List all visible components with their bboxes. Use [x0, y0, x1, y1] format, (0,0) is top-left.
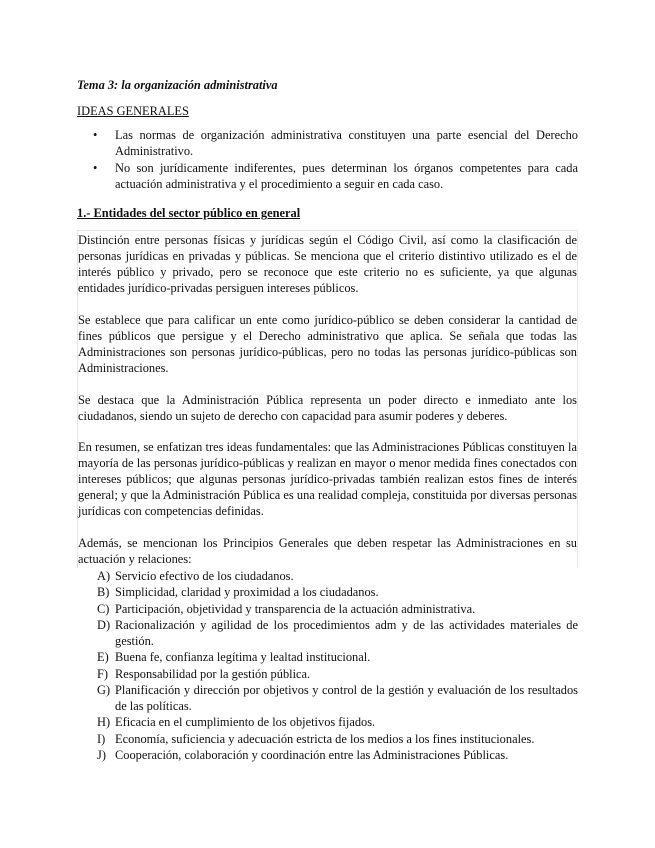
list-marker: B)	[97, 585, 110, 600]
bullet-text: Las normas de organización administrativa constituyen una parte esencial del Derecho Administrativo.	[115, 127, 578, 158]
list-item-text: Buena fe, confianza legítima y lealtad institucional.	[115, 650, 371, 665]
list-marker: G)	[97, 683, 111, 698]
list-item	[77, 650, 578, 666]
list-marker: C)	[97, 601, 110, 616]
list-marker: J)	[97, 748, 106, 763]
list-marker: H)	[97, 715, 111, 730]
list-item-text: Simplicidad, claridad y proximidad a los ciudadanos.	[115, 585, 379, 600]
list-item	[77, 618, 578, 650]
general-ideas-heading: IDEAS GENERALES	[77, 103, 189, 118]
document-title: Tema 3: la organización administrativa	[77, 78, 278, 92]
list-item-text: Planificación y dirección por objetivos y control de la gestión y evaluación de los resultados de las políticas.	[115, 683, 578, 713]
paragraph: Se establece que para calificar un ente como jurídico-público se deben considerar la cantidad de fines públicos que persigue y el Derecho administrativo que aplica. Se señala que todas las Administraciones son personas jurídico-públicas, pero no todas las personas jurídico-públicas son Administraciones.	[78, 312, 577, 375]
list-item-text: Servicio efectivo de los ciudadanos.	[115, 568, 294, 583]
bullet-icon: •	[93, 160, 98, 175]
list-item-text: Economía, suficiencia y adecuación estricta de los medios a los fines institucionales.	[115, 731, 535, 746]
list-item	[77, 585, 578, 601]
list-item	[77, 667, 578, 683]
list-item-text: Racionalización y agilidad de los procedimientos adm y de las actividades materiales de gestión.	[115, 617, 578, 648]
list-item-text: Cooperación, colaboración y coordinación entre las Administraciones Públicas.	[115, 748, 509, 763]
list-marker: A)	[97, 568, 111, 583]
list-item	[77, 161, 578, 193]
list-marker: F)	[97, 666, 109, 681]
paragraph: Se destaca que la Administración Pública representa un poder directo e inmediato ante los ciudadanos, siendo un sujeto de derecho con capacidad para asumir poderes y deberes.	[78, 392, 577, 423]
list-marker: E)	[97, 650, 109, 665]
paragraph: Además, se mencionan los Principios Generales que deben respetar las Administraciones en su actuación y relaciones:	[78, 535, 577, 566]
principles-list	[77, 569, 578, 764]
paragraph: Distinción entre personas físicas y jurídicas según el Código Civil, así como la clasificación de personas jurídicas en privadas y públicas. Se menciona que el criterio distintivo utilizado es el de interés público y privado, pero se reconoce que este criterio no es suficiente, ya que algunas entidades jurídico-privadas persiguen intereses públicos.	[78, 233, 577, 296]
bullet-text: No son jurídicamente indiferentes, pues determinan los órganos competentes para cada actuación administrativa y el procedimiento a seguir en cada caso.	[115, 160, 578, 191]
section-text-box	[77, 230, 578, 567]
list-item-text: Eficacia en el cumplimiento de los objetivos fijados.	[115, 715, 376, 730]
section-heading: 1.- Entidades del sector público en general	[77, 206, 301, 221]
list-item	[77, 715, 578, 731]
list-item	[77, 748, 578, 764]
list-item	[77, 683, 578, 715]
paragraph: En resumen, se enfatizan tres ideas fundamentales: que las Administraciones Públicas constituyen la mayoría de las personas jurídico-públicas y realizan en mayor o menor medida fines conectados con intereses públicos; que algunas personas jurídico-privadas también realizan estos fines de interés general; y que la Administración Pública es una realidad compleja, constituida por diversas personas jurídicas con competencias definidas.	[78, 440, 577, 519]
list-item	[77, 732, 578, 748]
document-body	[77, 78, 578, 765]
list-item-text: Participación, objetividad y transparencia de la actuación administrativa.	[115, 601, 476, 616]
general-ideas-list	[77, 128, 578, 193]
list-marker: D)	[97, 617, 111, 632]
list-item	[77, 128, 578, 160]
list-item	[77, 569, 578, 585]
list-item	[77, 602, 578, 618]
list-marker: I)	[97, 731, 106, 746]
bullet-icon: •	[93, 127, 98, 142]
list-item-text: Responsabilidad por la gestión pública.	[115, 666, 311, 681]
